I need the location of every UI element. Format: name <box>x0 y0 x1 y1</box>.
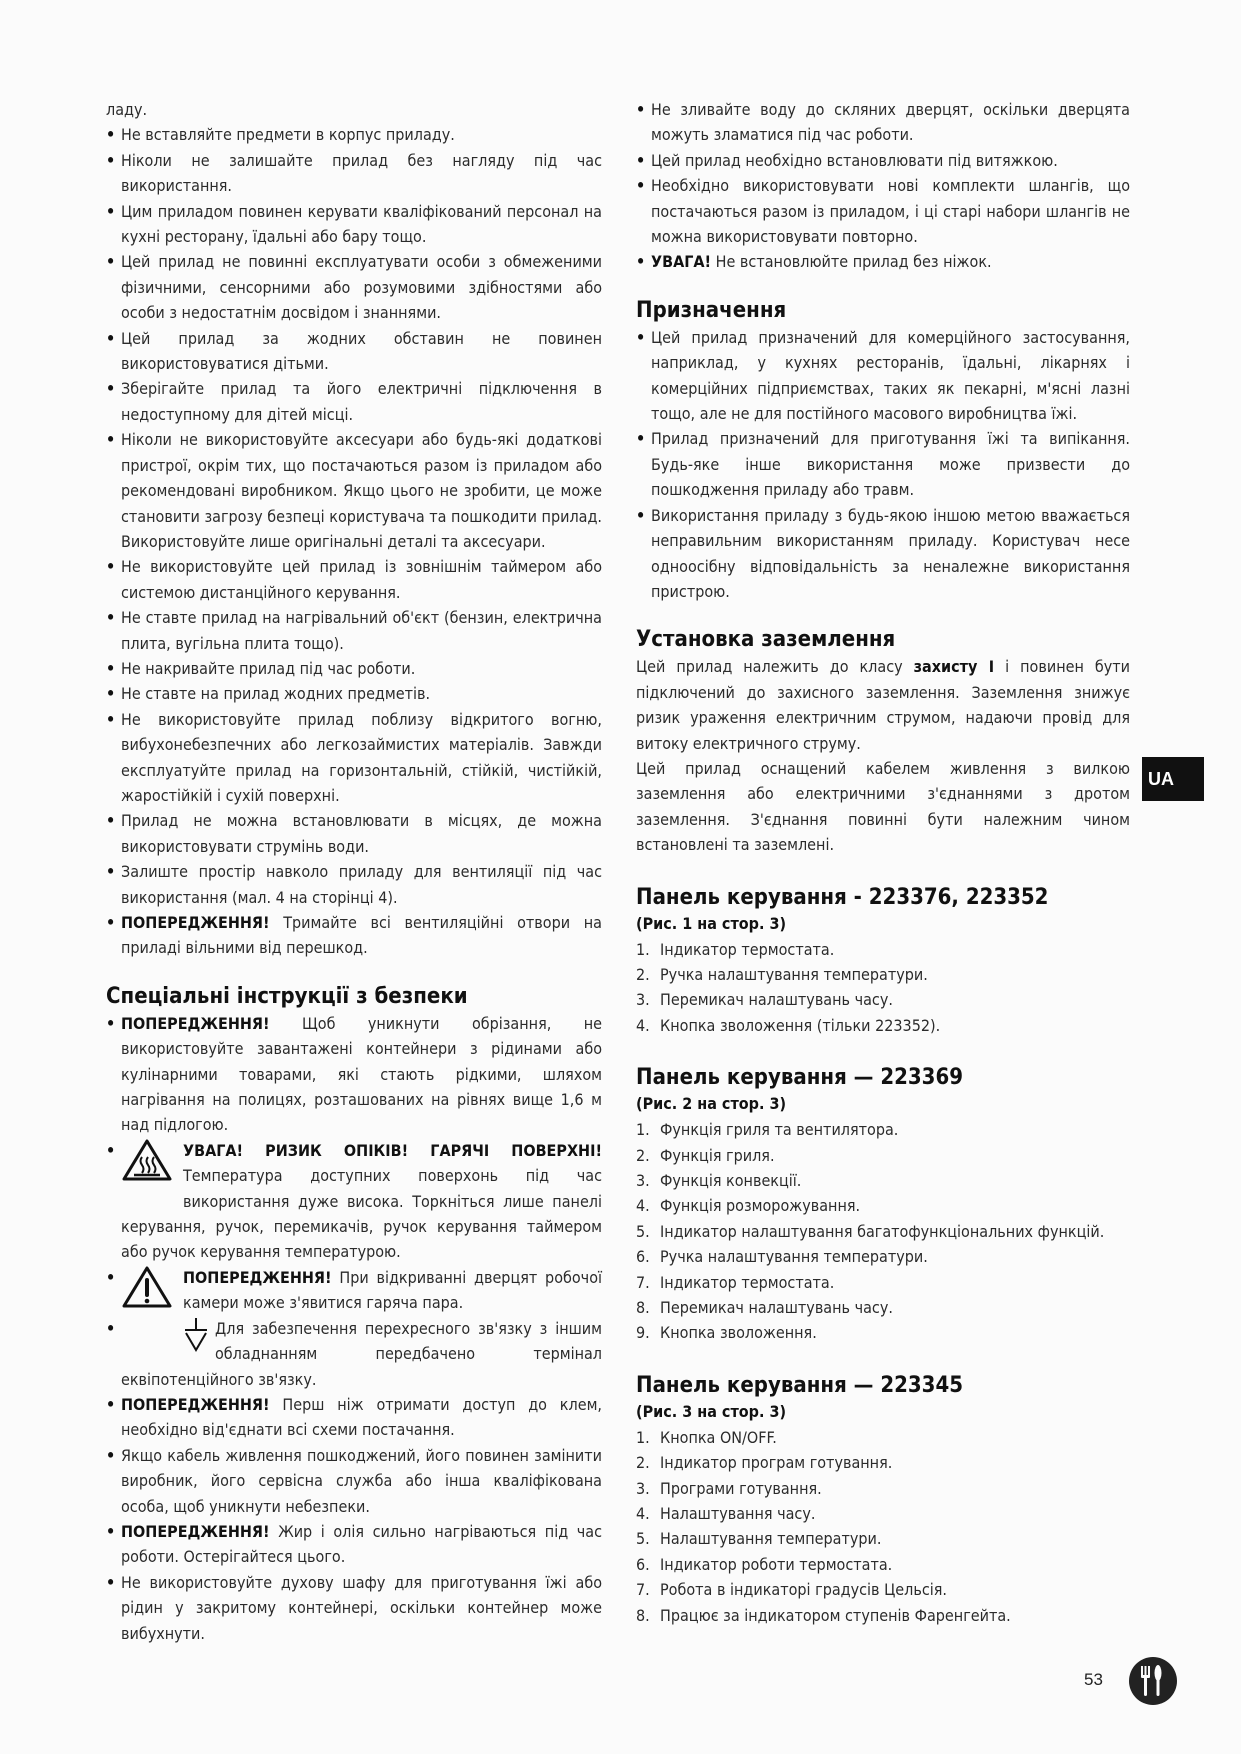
numbered-item: 4. Функція розморожування. <box>636 1196 861 1216</box>
warning-label: ПОПЕРЕДЖЕННЯ! <box>121 1394 270 1414</box>
warning-text: При відкриванні дверцят робочої камери може з'явитися гаряча пара. <box>183 1267 602 1313</box>
purpose-item: • Використання приладу з будь-якою іншою метою вважається неправильним використанням приладу. Користувач несе одноосібну відповідальність за неналежне використання пристрою. <box>636 503 1130 605</box>
numbered-item: 6. Індикатор роботи термостата. <box>636 1554 893 1574</box>
safety-item: • Цей прилад необхідно встановлювати під витяжкою. <box>636 148 1130 173</box>
numbered-item: 1. Індикатор термостата. <box>636 939 835 959</box>
safety-item: • Не ставте на прилад жодних предметів. <box>106 681 602 706</box>
safety-item: • Цей прилад за жодних обставин не повинен використовуватися дітьми. <box>106 326 602 377</box>
purpose-item: • Прилад призначений для приготування їжі та випікання. Будь-яке інше використання може призвести до пошкодження приладу або травм. <box>636 426 1130 502</box>
warning-item <box>106 1519 602 1570</box>
grounding-paragraph: Цей прилад оснащений кабелем живлення з вилкою заземлення або електричними з'єднаннями з дротом заземлення. З'єднання повинні бути належним чином встановлені та заземлені. <box>636 758 1130 855</box>
safety-item: • Не вставляйте предмети в корпус приладу. <box>106 122 602 147</box>
safety-item: • Не використовуйте прилад поблизу відкритого вогню, вибухонебезпечних або легкозаймистих матеріалів. Завжди експлуатуйте прилад на горизонтальній, стійкій, чистійкій, жаростійкій і сухій поверхні. <box>106 707 602 809</box>
numbered-item: 6. Ручка налаштування температури. <box>636 1247 928 1267</box>
numbered-item: 3. Функція конвекції. <box>636 1171 802 1190</box>
numbered-item: 2. Ручка налаштування температури. <box>636 964 928 984</box>
hot-surface-item <box>106 1138 602 1265</box>
grounding-heading: Установка заземлення <box>636 627 896 653</box>
control-panel-3-heading: Панель керування — 223345 <box>636 1372 963 1398</box>
safety-item: • Не використовуйте духову шафу для приготування їжі або рідин у закритому контейнері, оскільки контейнер може вибухнути. <box>106 1570 602 1646</box>
warning-item <box>106 910 602 961</box>
safety-item: • Цим приладом повинен керувати кваліфікований персонал на кухні ресторану, їдальні або бару тощо. <box>106 199 602 250</box>
cutlery-logo-icon <box>1128 1656 1178 1710</box>
attention-text: Не встановлюйте прилад без ніжок. <box>715 252 992 272</box>
safety-item: • Не зливайте воду до скляних дверцят, оскільки дверцята можуть зламатися під час роботи. <box>636 97 1130 148</box>
purpose-item: • Цей прилад призначений для комерційного застосування, наприклад, у кухнях ресторанів, їдальні, лікарнях і комерційних підприємствах, таких як пекарні, м'ясні лазні тощо, але не для постійного масового виробництва їжі. <box>636 325 1130 427</box>
safety-item: • Зберігайте прилад та його електричні підключення в недоступному для дітей місці. <box>106 376 602 427</box>
safety-item: • Ніколи не використовуйте аксесуари або будь-які додаткові пристрої, окрім тих, що постачаються разом із приладом або рекомендовані виробником. Якщо цього не зробити, це може становити загрозу безпеці користувача та пошкодити прилад. Використовуйте лише оригінальні деталі та аксесуари. <box>106 427 602 554</box>
safety-item: • Не використовуйте цей прилад із зовнішнім таймером або системою дистанційного керування. <box>106 554 602 605</box>
warning-item <box>106 1011 602 1138</box>
safety-item: • Цей прилад не повинні експлуатувати особи з обмеженими фізичними, сенсорними або розумовими здібностями або особи з недостатнім досвідом і знаннями. <box>106 249 602 325</box>
numbered-item: 2. Функція гриля. <box>636 1145 775 1165</box>
hot-surface-warning-icon <box>121 1138 173 1189</box>
warning-label: ПОПЕРЕДЖЕННЯ! <box>121 1013 270 1033</box>
safety-item: • Не ставте прилад на нагрівальний об'єкт (бензин, електрична плита, вугільна плита тощо). <box>106 605 602 656</box>
warning-text: Температура доступних поверхонь під час використання дуже висока. Торкніться лише панелі керування, ручок, перемикачів, ручок керування таймером або ручок керування температурою. <box>121 1166 602 1262</box>
warning-label: ПОПЕРЕДЖЕННЯ! <box>183 1267 332 1287</box>
numbered-item: 7. Робота в індикаторі градусів Цельсія. <box>636 1580 947 1600</box>
continued-text: ладу. <box>106 100 148 119</box>
numbered-item: 4. Налаштування часу. <box>636 1504 816 1524</box>
safety-item: • Ніколи не залишайте прилад без нагляду під час використання. <box>106 148 602 199</box>
warning-item <box>106 1392 602 1443</box>
control-panel-2-heading: Панель керування — 223369 <box>636 1065 963 1091</box>
warning-text: Тримайте всі вентиляційні отвори на приладі вільними від перешкод. <box>121 913 602 958</box>
figure-reference: (Рис. 3 на стор. 3) <box>636 1401 787 1421</box>
info-text: Для забезпечення перехресного зв'язку з іншим обладнанням передбачено термінал еквіпотенційного зв'язку. <box>121 1318 602 1389</box>
language-tab: UA <box>1142 757 1204 801</box>
safety-item: • Не накривайте прилад під час роботи. <box>106 656 602 681</box>
figure-reference: (Рис. 2 на стор. 3) <box>636 1094 787 1114</box>
special-instructions-heading: Спеціальні інструкції з безпеки <box>106 983 468 1009</box>
numbered-item: 1. Кнопка ON/OFF. <box>636 1427 777 1447</box>
warning-label: ПОПЕРЕДЖЕННЯ! <box>121 1521 270 1541</box>
numbered-item: 5. Налаштування температури. <box>636 1529 882 1549</box>
protection-class: захисту I <box>913 657 995 677</box>
numbered-item: 8. Працює за індикатором ступенів Фаренгейта. <box>636 1605 1011 1625</box>
warning-label: ПОПЕРЕДЖЕННЯ! <box>121 913 270 932</box>
numbered-item: 3. Програми готування. <box>636 1478 822 1498</box>
attention-label: УВАГА! <box>651 252 712 272</box>
safety-item: • Необхідно використовувати нові комплекти шлангів, що постачаються разом із приладом, і ці старі набори шлангів не можна використовувати повторно. <box>636 173 1130 249</box>
figure-reference: (Рис. 1 на стор. 3) <box>636 913 787 933</box>
numbered-item: 8. Перемикач налаштувань часу. <box>636 1298 893 1318</box>
page-number: 53 <box>1084 1670 1103 1689</box>
numbered-item: 2. Індикатор програм готування. <box>636 1453 893 1473</box>
numbered-item: 1. Функція гриля та вентилятора. <box>636 1120 899 1140</box>
safety-item: • Прилад не можна встановлювати в місцях, де можна використовувати струмінь води. <box>106 808 602 859</box>
right-column <box>636 97 1130 1628</box>
warning-text: Жир і олія сильно нагріваються під час роботи. Остерігайтеся цього. <box>121 1521 602 1567</box>
equipotential-terminal-icon <box>183 1316 209 1363</box>
numbered-item: 3. Перемикач налаштувань часу. <box>636 990 893 1010</box>
safety-item: • Якщо кабель живлення пошкоджений, його повинен замінити виробник, його сервісна служба або інша кваліфікована особа, щоб уникнути небезпеки. <box>106 1443 602 1519</box>
warning-label: УВАГА! РИЗИК ОПІКІВ! ГАРЯЧІ ПОВЕРХНІ! <box>183 1140 602 1160</box>
equipotential-item <box>106 1316 602 1392</box>
grounding-paragraph: Цей прилад належить до класу захисту I і повинен бути підключений до захисного заземлення. Заземлення знижує ризик ураження електричним струмом, надаючи провід для витоку електричного струму. <box>636 657 1130 753</box>
attention-item <box>636 249 1130 274</box>
warning-text: Перш ніж отримати доступ до клем, необхідно від'єднати всі схеми постачання. <box>121 1394 602 1440</box>
steam-warning-item <box>106 1265 602 1316</box>
numbered-item: 4. Кнопка зволоження (тільки 223352). <box>636 1015 941 1035</box>
numbered-item: 9. Кнопка зволоження. <box>636 1323 817 1343</box>
warning-text: Щоб уникнути обрізання, не використовуйте завантажені контейнери з рідинами або кулінарними товарами, які стають рідкими, шляхом нагрівання на полицях, розташованих на рівнях вище 1,6 м над підлогою. <box>121 1013 602 1135</box>
purpose-heading: Призначення <box>636 297 787 323</box>
control-panel-1-heading: Панель керування - 223376, 223352 <box>636 884 1049 910</box>
numbered-item: 7. Індикатор термостата. <box>636 1272 835 1292</box>
warning-triangle-icon <box>121 1265 173 1316</box>
left-column <box>106 97 602 1646</box>
safety-item: • Залиште простір навколо приладу для вентиляції під час використання (мал. 4 на сторінці 4). <box>106 859 602 910</box>
numbered-item: 5. Індикатор налаштування багатофункціональних функцій. <box>636 1221 1105 1241</box>
